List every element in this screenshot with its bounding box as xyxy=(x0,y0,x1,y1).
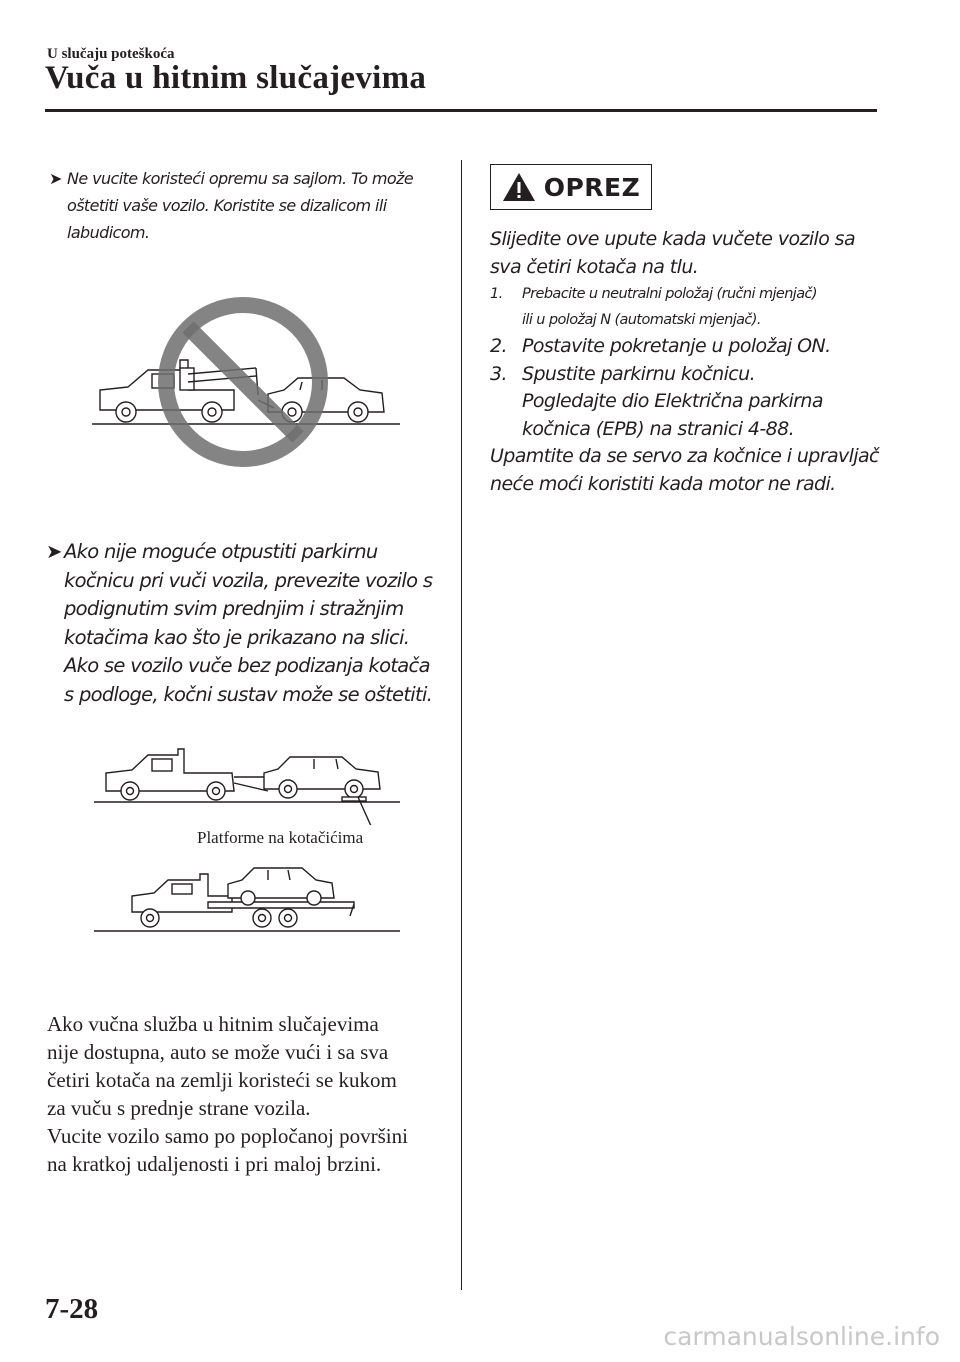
step-number: 2. xyxy=(490,335,507,357)
step-1 xyxy=(490,281,885,333)
body-line: za vuču s prednje strane vozila. xyxy=(47,1096,311,1120)
intro-line: sva četiri kotača na tlu. xyxy=(490,255,699,278)
step-3 xyxy=(490,361,885,444)
bullet-line: Ne vucite koristeći opremu sa sajlom. To može xyxy=(67,169,414,188)
column-divider xyxy=(461,160,462,1290)
body-line: Ako vučna služba u hitnim slučajevima xyxy=(47,1012,379,1036)
body-line: nije dostupna, auto se može vući i sa sva xyxy=(47,1040,389,1064)
bullet-line: oštetiti vaše vozilo. Koristite se dizalicom ili xyxy=(67,196,387,215)
step-number: 1. xyxy=(490,286,503,302)
outro-line: neće moći koristiti kada motor ne radi. xyxy=(490,472,836,495)
bullet-line: Ako se vozilo vuče bez podizanja kotača xyxy=(64,654,430,677)
bullet-arrow-icon: ➤ xyxy=(46,540,62,563)
step-line: ili u položaj N (automatski mjenjač). xyxy=(522,312,761,328)
body-line: Vucite vozilo samo po popločanoj površini xyxy=(47,1124,408,1148)
body-line: četiri kotača na zemlji koristeći se kukom xyxy=(47,1068,397,1092)
bullet-line: labudicom. xyxy=(67,223,150,242)
section-label: U slučaju poteškoća xyxy=(47,46,175,62)
step-2 xyxy=(490,333,885,361)
intro-line: Slijedite ove upute kada vučete vozilo sa xyxy=(490,228,856,250)
bullet-line: Ako nije moguće otpustiti parkirnu xyxy=(64,540,378,563)
page-title: Vuča u hitnim slučajevima xyxy=(45,60,427,96)
watermark: carmanualsonline.info xyxy=(663,1322,940,1351)
outro-line: Upamtite da se servo za kočnice i upravljač xyxy=(490,445,879,467)
caution-badge xyxy=(490,164,652,210)
title-rule xyxy=(45,109,877,112)
bullet-line: kočnicu pri vuči vozila, prevezite vozilo s xyxy=(64,568,433,592)
caution-label: OPREZ xyxy=(543,172,641,202)
prohibited-tow-illustration xyxy=(88,290,408,475)
body-line: na kratkoj udaljenosti i pri maloj brzini. xyxy=(47,1152,382,1176)
step-number: 3. xyxy=(490,362,507,385)
wheel-dolly-tow-illustration xyxy=(92,745,402,825)
bullet-parking-brake-transport xyxy=(46,538,446,709)
bullet-line: kotačima kao što je prikazano na slici. xyxy=(64,625,410,649)
warning-triangle-icon xyxy=(502,172,536,202)
bullet-no-cable-towing xyxy=(49,165,429,246)
bullet-line: s podloge, kočni sustav može se oštetiti. xyxy=(64,682,433,706)
step-line: Spustite parkirnu kočnicu. xyxy=(522,362,756,385)
towing-body-text xyxy=(47,1010,447,1178)
step-line: Postavite pokretanje u položaj ON. xyxy=(522,335,831,357)
page-number: 7-28 xyxy=(45,1293,99,1325)
bullet-line: podignutim svim prednjim i stražnjim xyxy=(64,597,404,620)
step-line: Pogledajte dio Električna parkirna xyxy=(522,390,823,412)
bullet-arrow-icon: ➤ xyxy=(49,169,62,188)
caution-text xyxy=(490,226,885,498)
step-line: kočnica (EPB) na stranici 4-88. xyxy=(522,417,795,440)
flatbed-tow-illustration xyxy=(92,860,402,935)
figure-caption: Platforme na kotačićima xyxy=(197,828,364,847)
step-line: Prebacite u neutralni položaj (ručni mjenjač) xyxy=(522,286,817,302)
